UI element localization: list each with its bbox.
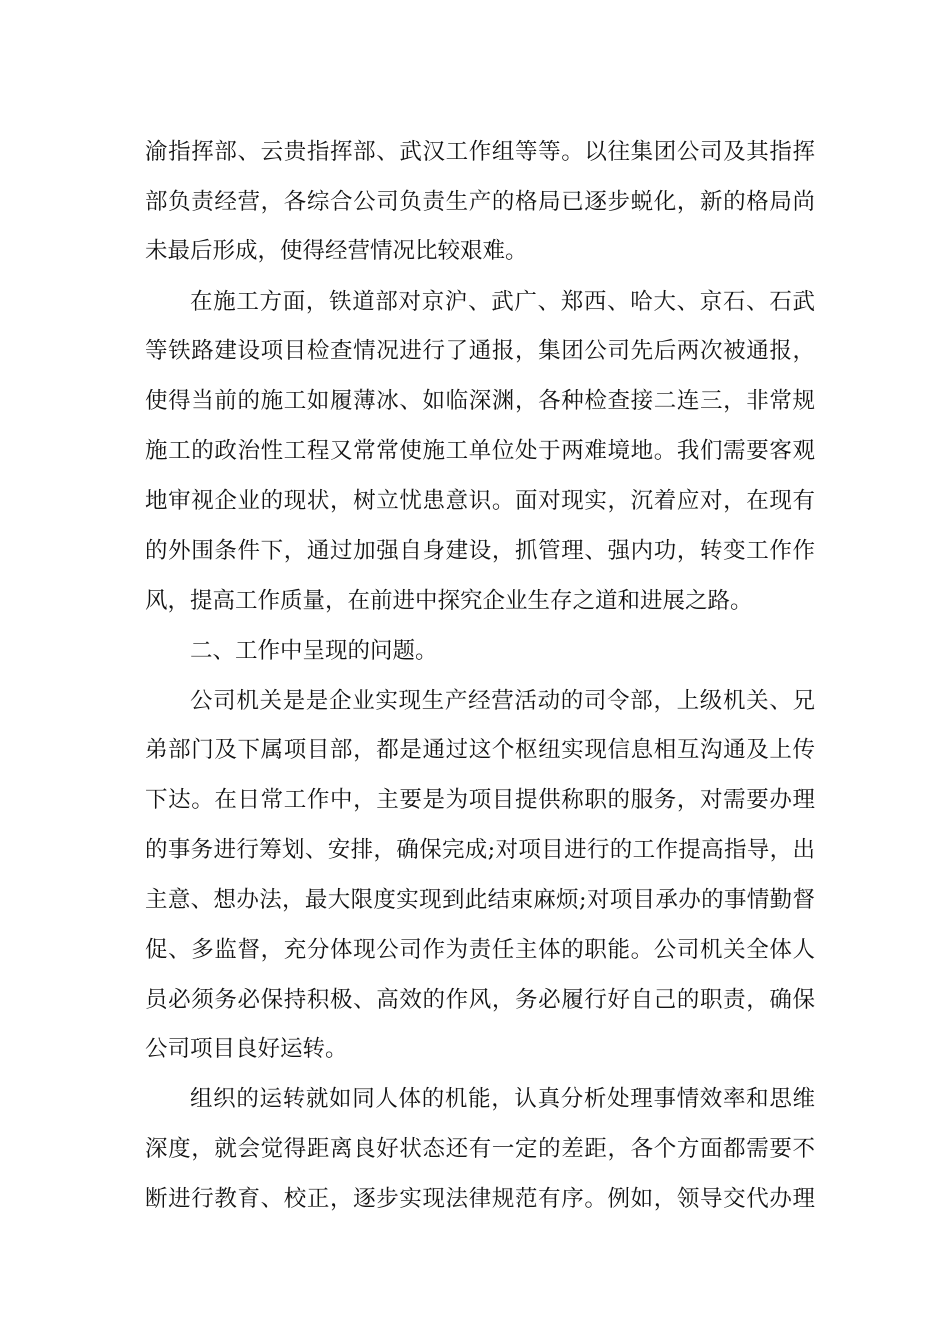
text-line: 部负责经营，各综合公司负责生产的格局已逐步蜕化，新的格局尚 [145,189,815,215]
text-line: 断进行教育、校正，逐步实现法律规范有序。例如，领导交代办理 [145,1186,815,1212]
text-line: 的外围条件下，通过加强自身建设，抓管理、强内功，转变工作作 [145,538,815,564]
text-line: 主意、想办法，最大限度实现到此结束麻烦;对项目承办的事情勤督 [145,887,815,913]
text-line: 员必须务必保持积极、高效的作风，务必履行好自己的职责，确保 [145,987,815,1013]
paragraph-first-line: 组织的运转就如同人体的机能，认真分析处理事情效率和思维 [190,1086,815,1112]
text-line: 促、多监督，充分体现公司作为责任主体的职能。公司机关全体人 [145,937,815,963]
text-line: 下达。在日常工作中，主要是为项目提供称职的服务，对需要办理 [145,787,815,813]
paragraph-first-line: 在施工方面，铁道部对京沪、武广、郑西、哈大、京石、石武 [190,289,815,315]
text-line: 公司项目良好运转。 [145,1036,348,1062]
text-line: 渝指挥部、云贵指挥部、武汉工作组等等。以往集团公司及其指挥 [145,139,815,165]
text-line: 弟部门及下属项目部，都是通过这个枢纽实现信息相互沟通及上传 [145,737,815,763]
text-line: 风，提高工作质量，在前进中探究企业生存之道和进展之路。 [145,588,753,614]
text-line: 的事务进行筹划、安排，确保完成;对项目进行的工作提高指导，出 [145,837,815,863]
text-line: 未最后形成，使得经营情况比较艰难。 [145,238,528,264]
text-line: 深度，就会觉得距离良好状态还有一定的差距，各个方面都需要不 [145,1136,815,1162]
section-heading: 二、工作中呈现的问题。 [190,638,438,664]
text-line: 地审视企业的现状，树立忧患意识。面对现实，沉着应对，在现有 [145,488,815,514]
text-line: 使得当前的施工如履薄冰、如临深渊，各种检查接二连三，非常规 [145,388,815,414]
paragraph-first-line: 公司机关是是企业实现生产经营活动的司令部，上级机关、兄 [190,688,815,714]
text-line: 等铁路建设项目检查情况进行了通报，集团公司先后两次被通报， [145,338,815,364]
text-line: 施工的政治性工程又常常使施工单位处于两难境地。我们需要客观 [145,438,815,464]
